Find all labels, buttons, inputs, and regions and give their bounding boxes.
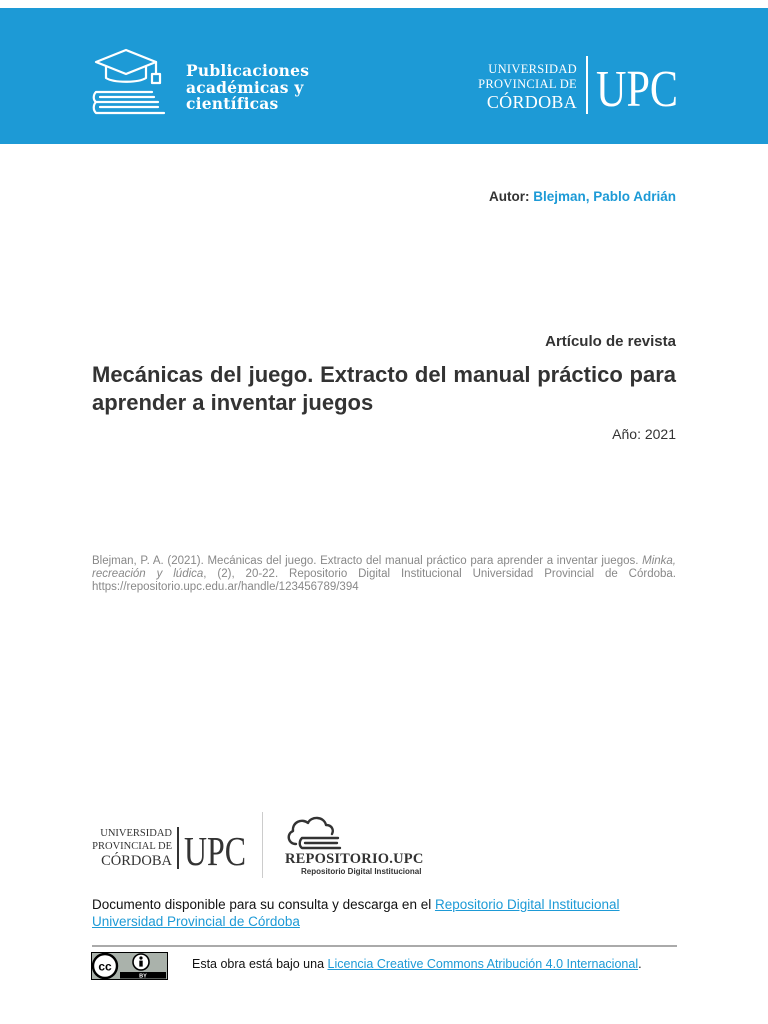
author-label: Autor: (488, 189, 530, 204)
document-title: Mecánicas del juego. Extracto del manual práctico para aprender a inventar juegos (92, 362, 676, 415)
availability-text: Documento disponible para su consulta y descarga en el (92, 897, 435, 912)
availability-notice (92, 896, 676, 930)
license-period: . (638, 957, 642, 971)
footer-university-line-1: UNIVERSIDAD (100, 828, 172, 839)
university-name (469, 62, 577, 112)
upc-logo-letters: UPC (596, 61, 678, 118)
repository-name: REPOSITORIO.UPC (285, 851, 424, 867)
footer-university-line-3: CÓRDOBA (101, 853, 172, 869)
citation-journal: Minka, recreación y lúdica (92, 555, 676, 580)
citation-details: , (2), 20-22. Repositorio Digital Institucional Universidad Provincial de Córdoba. https://repositorio.upc.edu.ar/handle/123456789/394 (92, 568, 676, 593)
footer-divider (92, 945, 677, 947)
license-text: Esta obra está bajo una (192, 957, 328, 971)
cc-by-badge[interactable] (91, 952, 168, 980)
publication-year: Año: 2021 (612, 426, 676, 442)
logos-divider (262, 812, 263, 878)
university-line-1: UNIVERSIDAD (488, 62, 577, 76)
author-name: Blejman, Pablo Adrián (533, 189, 676, 204)
license-notice (192, 957, 642, 971)
publications-line-3: científicas (186, 94, 279, 113)
svg-text:cc: cc (98, 959, 112, 974)
publications-line-1: Publicaciones (186, 61, 310, 80)
footer-logo-separator (177, 827, 179, 869)
university-line-2: PROVINCIAL DE (478, 77, 577, 91)
footer-upc-logo-letters: UPC (184, 828, 246, 874)
repository-link[interactable]: Repositorio Digital Institucional Universidad Provincial de Córdoba (92, 897, 620, 929)
citation (92, 555, 676, 594)
footer-university-name (92, 828, 172, 869)
author-line (489, 189, 676, 204)
footer-university-line-2: PROVINCIAL DE (92, 840, 172, 852)
graduation-cap-books-icon (92, 44, 166, 118)
cc-badge-label: BY (139, 973, 147, 980)
header-banner (0, 8, 768, 144)
cloud-book-icon (284, 814, 342, 854)
publications-heading (186, 63, 309, 113)
license-link[interactable]: Licencia Creative Commons Atribución 4.0 Internacional (327, 957, 639, 971)
creative-commons-icon (93, 954, 117, 978)
citation-text: Blejman, P. A. (2021). Mecánicas del juego. Extracto del manual práctico para aprender a inventar juegos. (92, 555, 643, 567)
footer-upc-logo (184, 828, 246, 874)
document-type: Artículo de revista (545, 333, 676, 350)
logo-separator (586, 56, 588, 114)
publications-line-2: académicas y (186, 77, 304, 97)
repository-subtitle: Repositorio Digital Institucional (301, 867, 422, 876)
upc-logo (596, 61, 678, 118)
university-line-3: CÓRDOBA (486, 92, 577, 112)
attribution-icon (133, 954, 149, 970)
